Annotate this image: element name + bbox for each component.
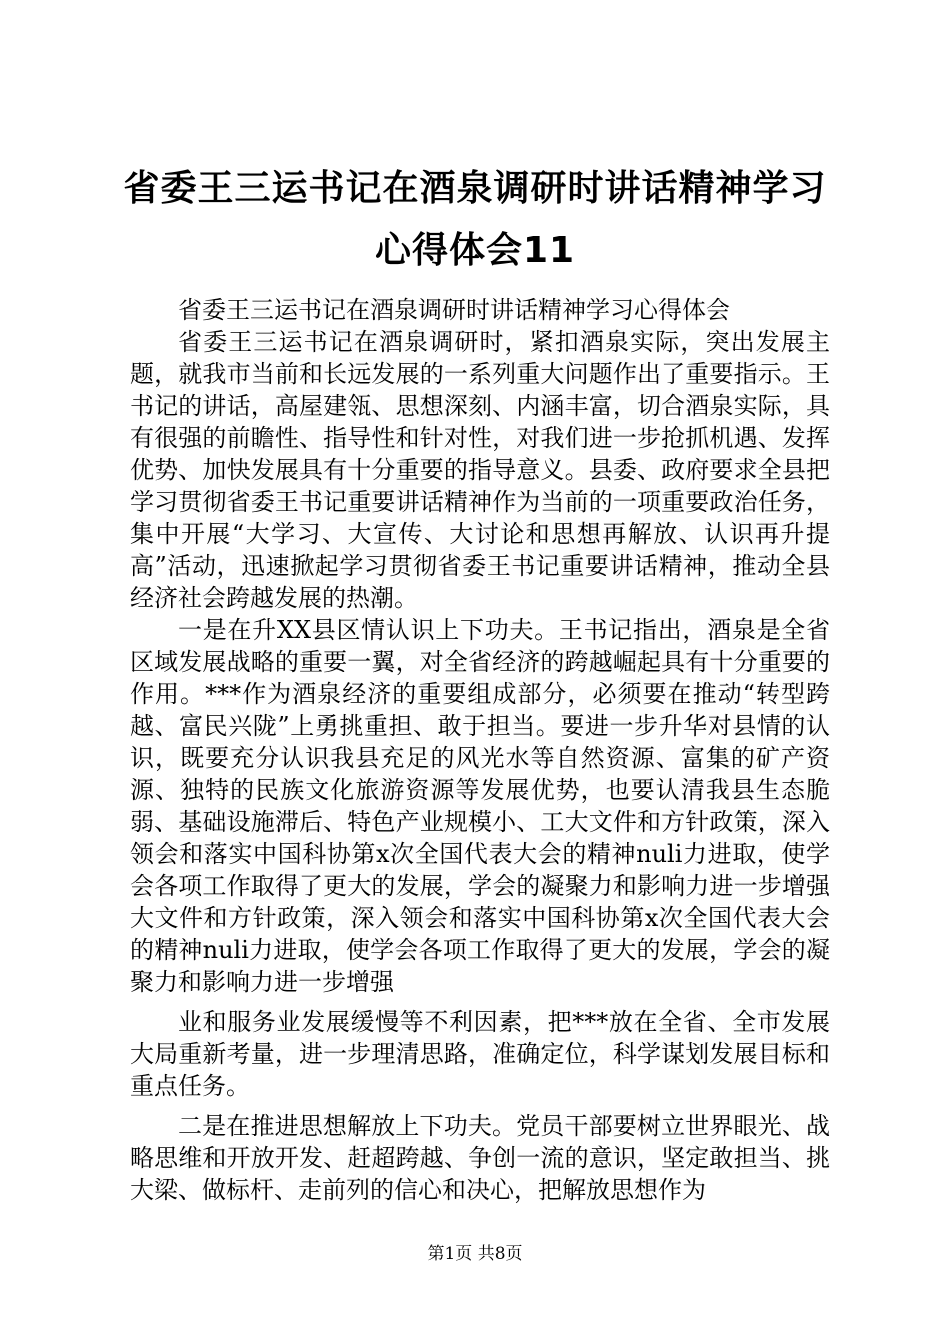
- page-number: 第1页 共8页: [427, 1244, 523, 1264]
- paragraph-point-two: 二是在推进思想解放上下功夫。党员干部要树立世界眼光、战略思维和开放开发、赶超跨越、争创一流的意识，坚定敢担当、挑大梁、做标杆、走前列的信心和决心，把解放思想作为: [130, 1112, 830, 1204]
- document-body: [130, 294, 830, 1206]
- paragraph-point-one-continued: 业和服务业发展缓慢等不利因素，把***放在全省、全市发展大局重新考量，进一步理清思路，准确定位，科学谋划发展目标和重点任务。: [130, 1008, 830, 1100]
- document-title: 省委王三运书记在酒泉调研时讲话精神学习心得体会11: [123, 168, 827, 271]
- paragraph-point-one: 一是在升XX县区情认识上下功夫。王书记指出，酒泉是全省区域发展战略的重要一翼，对全省经济的跨越崛起具有十分重要的作用。***作为酒泉经济的重要组成部分，必须要在推动“转型跨越、富民兴陇”上勇挑重担、敢于担当。要进一步升华对县情的认识，既要充分认识我县充足的风光水等自然资源、富集的矿产资源、独特的民族文化旅游资源等发展优势，也要认清我县生态脆弱、基础设施滞后、特色产业规模小、工大文件和方针政策，深入领会和落实中国科协第x次全国代表大会的精神nuli力进取，使学会各项工作取得了更大的发展，学会的凝聚力和影响力进一步增强大文件和方针政策，深入领会和落实中国科协第x次全国代表大会的精神nuli力进取，使学会各项工作取得了更大的发展，学会的凝聚力和影响力进一步增强: [130, 616, 830, 996]
- paragraph-intro: 省委王三运书记在酒泉调研时，紧扣酒泉实际，突出发展主题，就我市当前和长远发展的一系列重大问题作出了重要指示。王书记的讲话，高屋建瓴、思想深刻、内涵丰富，切合酒泉实际，具有很强的前瞻性、指导性和针对性，对我们进一步抢抓机遇、发挥优势、加快发展具有十分重要的指导意义。县委、政府要求全县把学习贯彻省委王书记重要讲话精神作为当前的一项重要政治任务，集中开展“大学习、大宣传、大讨论和思想再解放、认识再升提高”活动，迅速掀起学习贯彻省委王书记重要讲话精神，推动全县经济社会跨越发展的热潮。: [130, 328, 830, 612]
- paragraph-subtitle: 省委王三运书记在酒泉调研时讲话精神学习心得体会: [178, 296, 730, 324]
